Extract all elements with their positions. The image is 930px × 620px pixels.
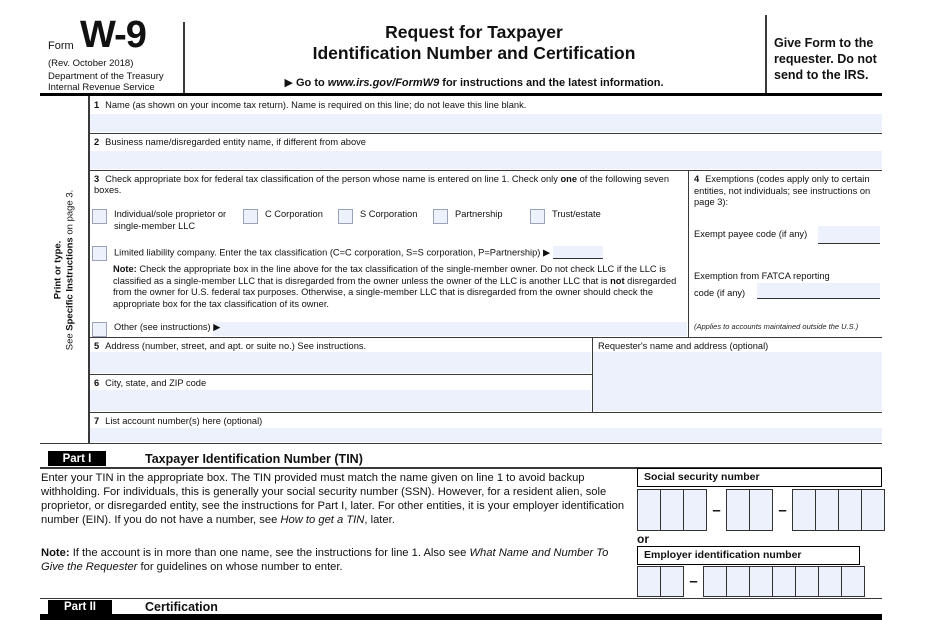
- form-department: Department of the Treasury: [48, 71, 164, 82]
- s-corporation-checkbox[interactable]: [338, 209, 353, 224]
- checkbox-label: C Corporation: [265, 209, 323, 219]
- tin-cell[interactable]: [638, 567, 661, 596]
- form-title-line2: Identification Number and Certification: [312, 43, 636, 63]
- trust-estate-checkbox[interactable]: [530, 209, 545, 224]
- tin-cell[interactable]: [773, 567, 796, 596]
- llc-label: Limited liability company. Enter the tax classification (C=C corporation, S=S corporation, P=Partnership) ▶: [114, 246, 603, 259]
- other-checkbox[interactable]: [92, 322, 107, 337]
- other-label: Other (see instructions) ▶: [114, 322, 221, 332]
- tin-cell-group: [637, 489, 707, 531]
- tin-cell[interactable]: [842, 567, 864, 596]
- tin-dash: –: [712, 501, 721, 519]
- tin-cell[interactable]: [796, 567, 819, 596]
- part1-title: Taxpayer Identification Number (TIN): [145, 452, 363, 466]
- part2-bottom-bar: [40, 614, 882, 620]
- line1-label: 1 Name (as shown on your income tax return). Name is required on this line; do not leave this line blank.: [94, 100, 527, 110]
- exempt-payee-label: Exempt payee code (if any): [694, 229, 808, 239]
- city-state-zip-input[interactable]: [90, 390, 591, 411]
- partnership-checkbox[interactable]: [433, 209, 448, 224]
- tin-cell-group: [703, 566, 865, 597]
- applies-note: (Applies to accounts maintained outside the U.S.): [694, 322, 859, 331]
- ssn-boxes: [637, 489, 885, 531]
- line2-label: 2 Business name/disregarded entity name, if different from above: [94, 137, 366, 147]
- tin-cell[interactable]: [862, 490, 884, 530]
- tin-cell[interactable]: [839, 490, 862, 530]
- line4-label: 4 Exemptions (codes apply only to certain entities, not individuals; see instructions on page 3):: [694, 174, 871, 207]
- part1-note: Note: If the account is in more than one name, see the instructions for line 1. Also see What Name and Number To Give the Requester for guidelines on whose number to enter.: [41, 547, 609, 573]
- tin-cell-group: [637, 566, 684, 597]
- tin-cell-group: [726, 489, 773, 531]
- irs-url[interactable]: www.irs.gov/FormW9: [327, 77, 440, 89]
- tin-cell-group: [792, 489, 885, 531]
- header-divider-left: [183, 22, 185, 94]
- tin-cell[interactable]: [750, 567, 773, 596]
- fatca-label-line1: Exemption from FATCA reporting: [694, 271, 830, 281]
- individual-checkbox[interactable]: [92, 209, 107, 224]
- print-or-type-sidebar: Print or type. See Specific Instructions on page 3.: [52, 189, 75, 350]
- c-corporation-checkbox[interactable]: [243, 209, 258, 224]
- form-title: [193, 22, 755, 64]
- requester-input[interactable]: [593, 352, 882, 411]
- tin-cell[interactable]: [661, 567, 683, 596]
- ein-label-box: Employer identification number: [637, 546, 860, 565]
- form-word: Form: [48, 40, 74, 52]
- tin-cell[interactable]: [793, 490, 816, 530]
- tin-cell[interactable]: [750, 490, 772, 530]
- tin-cell[interactable]: [819, 567, 842, 596]
- give-form-note: Give Form to the requester. Do not send to the IRS.: [774, 36, 877, 82]
- part2-title: Certification: [145, 600, 218, 614]
- checkbox-item-c-corp: [243, 209, 323, 224]
- goto-line: ▶ Go to www.irs.gov/FormW9 for instructions and the latest information.: [284, 77, 664, 89]
- tin-cell[interactable]: [816, 490, 839, 530]
- name-input[interactable]: [90, 114, 882, 132]
- form-title-line1: Request for Taxpayer: [385, 22, 563, 42]
- account-numbers-input[interactable]: [90, 428, 882, 442]
- exempt-payee-input[interactable]: [818, 226, 880, 244]
- checkbox-item-other: [92, 322, 220, 337]
- tin-dash: –: [689, 573, 698, 590]
- business-name-input[interactable]: [90, 151, 882, 169]
- tin-cell[interactable]: [704, 567, 727, 596]
- line3-label: 3 Check appropriate box for federal tax classification of the person whose name is entered on line 1. Check only one of the following seven boxes.: [94, 174, 669, 195]
- header-bottom-rule: [40, 93, 882, 96]
- checkbox-item-llc: [92, 246, 684, 261]
- checkbox-item-trust-estate: [530, 209, 601, 224]
- fatca-label-line2: code (if any): [694, 288, 746, 298]
- checkbox-item-individual: [92, 209, 252, 232]
- checkbox-item-partnership: [433, 209, 503, 224]
- arrow-icon: ▶: [284, 77, 296, 89]
- ein-boxes: [637, 566, 865, 597]
- checkbox-item-s-corp: [338, 209, 417, 224]
- requester-label: Requester's name and address (optional): [598, 341, 769, 351]
- form-number: W-9: [80, 14, 146, 56]
- line7-label: 7 List account number(s) here (optional): [94, 416, 263, 426]
- header-divider-right: [765, 15, 767, 94]
- form-agency: Internal Revenue Service: [48, 82, 155, 93]
- line3-note: Note: Check the appropriate box in the line above for the tax classification of the single-member owner. Do not check LLC if the LLC is classified as a single-member LLC that is disregarded from the owner unless the owner of the LLC is another LLC that is not disregarded from the owner for U.S. federal tax purposes. Otherwise, a single-member LLC that is disregarded from the owner should check the appropriate box for the tax classification of its owner.: [113, 264, 677, 309]
- line6-label: 6 City, state, and ZIP code: [94, 378, 207, 388]
- tin-cell[interactable]: [727, 567, 750, 596]
- checkbox-label: Partnership: [455, 209, 503, 219]
- tin-dash: –: [778, 501, 787, 519]
- checkbox-label: S Corporation: [360, 209, 418, 219]
- part1-paragraph: Enter your TIN in the appropriate box. The TIN provided must match the name given on line 1 to avoid backup withholding. For individuals, this is generally your social security number (SSN). However, for a resident alien, sole proprietor, or disregarded entity, see the instructions for Part I, later. For other entities, it is your employer identification number (EIN). If you do not have a number, see How to get a TIN, later.: [41, 472, 625, 526]
- address-input[interactable]: [90, 352, 591, 373]
- checkbox-label: Individual/sole proprietor or single-member LLC: [114, 209, 227, 231]
- other-input[interactable]: [213, 322, 687, 336]
- llc-checkbox[interactable]: [92, 246, 107, 261]
- checkbox-label: Trust/estate: [552, 209, 601, 219]
- tin-cell[interactable]: [727, 490, 750, 530]
- tin-cell[interactable]: [661, 490, 684, 530]
- or-label: or: [637, 532, 649, 546]
- line5-label: 5 Address (number, street, and apt. or suite no.) See instructions.: [94, 341, 367, 351]
- tin-cell[interactable]: [638, 490, 661, 530]
- fatca-code-input[interactable]: [757, 283, 880, 299]
- part2-badge: Part II: [48, 600, 112, 614]
- form-revision: (Rev. October 2018): [48, 58, 134, 69]
- tin-cell[interactable]: [684, 490, 706, 530]
- part1-badge: Part I: [48, 451, 106, 466]
- llc-classification-input[interactable]: [553, 246, 603, 259]
- ssn-label-box: Social security number: [637, 468, 882, 487]
